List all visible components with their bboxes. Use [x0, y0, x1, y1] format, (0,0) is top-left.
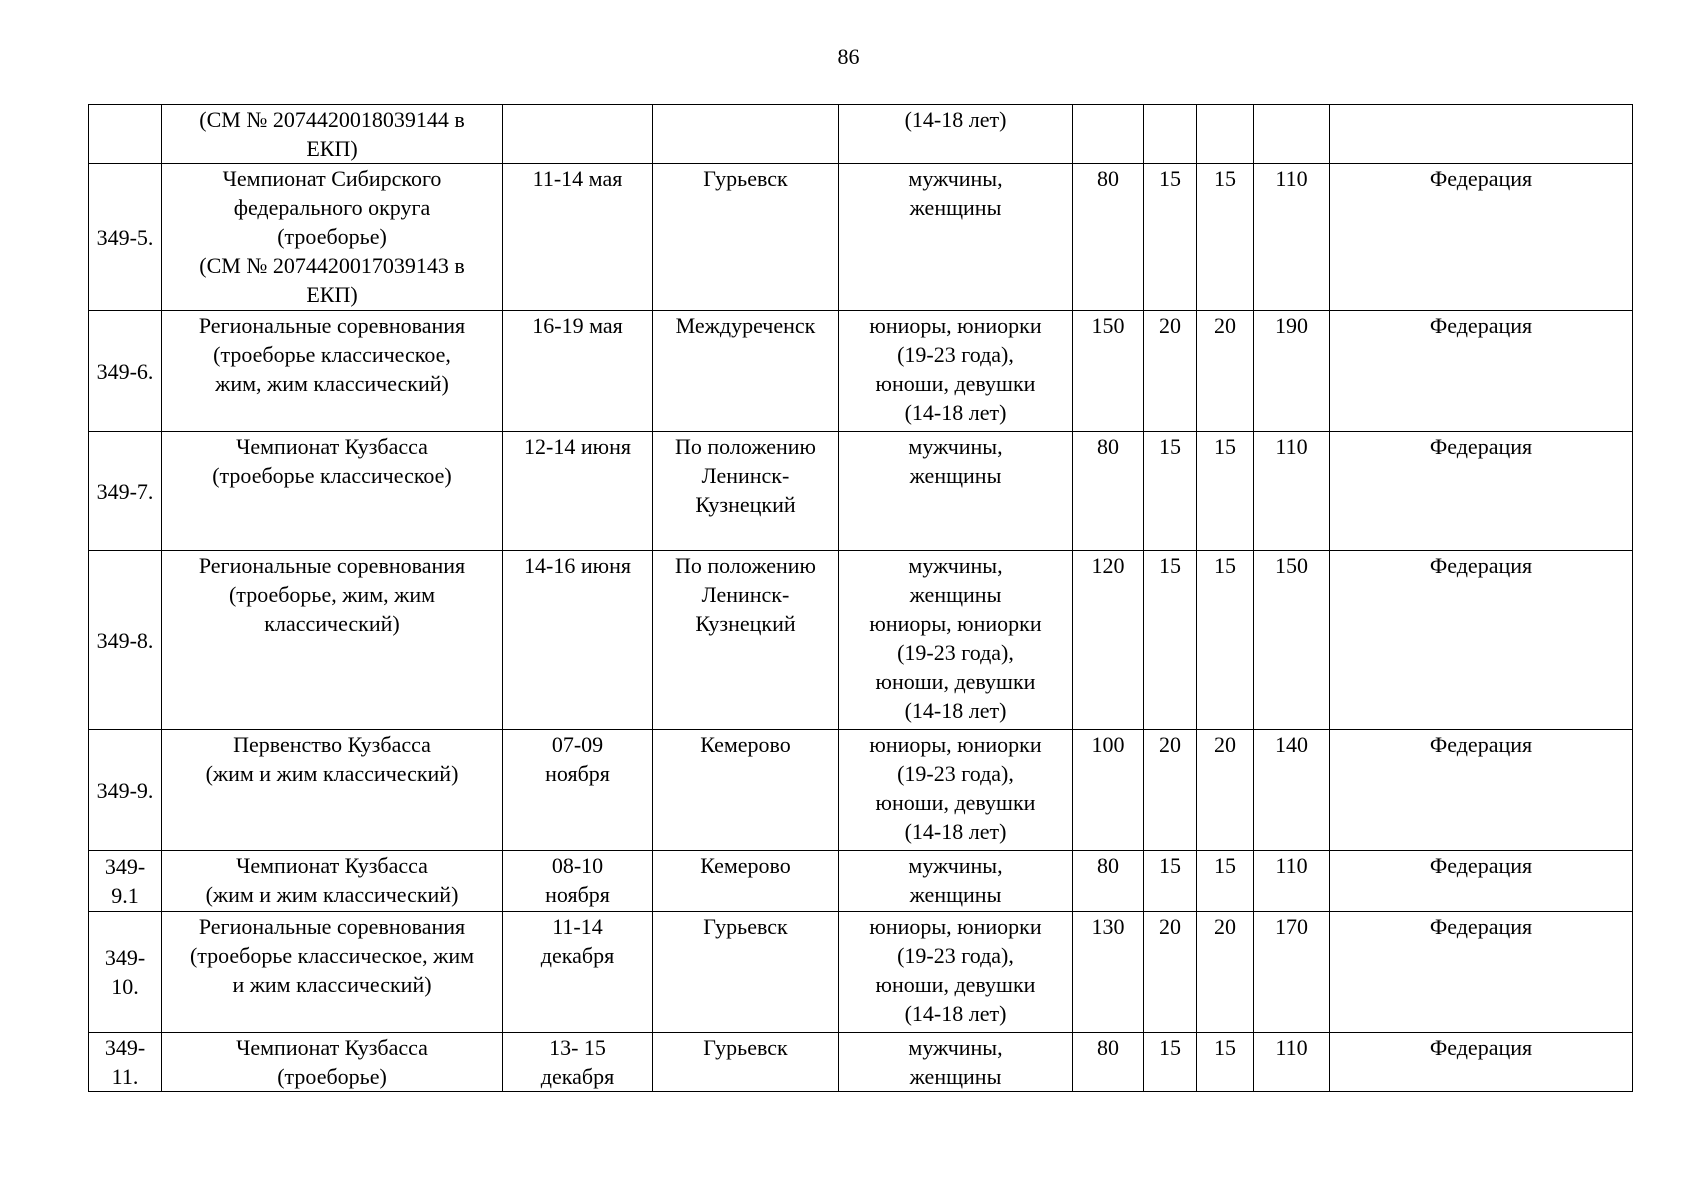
- organizer: Федерация: [1330, 912, 1633, 1033]
- event-place: Кемерово: [653, 730, 839, 851]
- table-row: [89, 1033, 1633, 1092]
- event-name: Чемпионат Кузбасса (троеборье классическое): [162, 432, 503, 551]
- count-total: 140: [1254, 730, 1330, 851]
- count-1: 80: [1073, 432, 1144, 551]
- count-1: 80: [1073, 164, 1144, 311]
- count-3: 20: [1197, 311, 1254, 432]
- row-number: 349-9.: [89, 730, 162, 851]
- event-name: Региональные соревнования (троеборье, жим, жим классический): [162, 551, 503, 730]
- participants: мужчины, женщины юниоры, юниорки (19-23 года), юноши, девушки (14-18 лет): [839, 551, 1073, 730]
- event-name: Региональные соревнования (троеборье классическое, жим и жим классический): [162, 912, 503, 1033]
- count-total: 190: [1254, 311, 1330, 432]
- table-row: [89, 164, 1633, 311]
- count-3: 15: [1197, 851, 1254, 912]
- row-number: 349-8.: [89, 551, 162, 730]
- count-3: 15: [1197, 164, 1254, 311]
- event-dates: [503, 105, 653, 164]
- count-1: 80: [1073, 1033, 1144, 1092]
- table-row: [89, 912, 1633, 1033]
- organizer: Федерация: [1330, 432, 1633, 551]
- event-name: Чемпионат Кузбасса (троеборье): [162, 1033, 503, 1092]
- event-dates: 14-16 июня: [503, 551, 653, 730]
- table-row: [89, 551, 1633, 730]
- count-2: 20: [1144, 311, 1197, 432]
- row-number: [89, 105, 162, 164]
- count-1: 120: [1073, 551, 1144, 730]
- count-1: [1073, 105, 1144, 164]
- event-place: Междуреченск: [653, 311, 839, 432]
- count-1: 100: [1073, 730, 1144, 851]
- row-number: 349-7.: [89, 432, 162, 551]
- table-row: [89, 311, 1633, 432]
- organizer: Федерация: [1330, 311, 1633, 432]
- table-row: [89, 730, 1633, 851]
- row-number: 349- 10.: [89, 912, 162, 1033]
- count-total: 110: [1254, 432, 1330, 551]
- count-total: 170: [1254, 912, 1330, 1033]
- count-2: 15: [1144, 164, 1197, 311]
- count-2: 20: [1144, 912, 1197, 1033]
- event-place: По положению Ленинск- Кузнецкий: [653, 432, 839, 551]
- count-3: 20: [1197, 912, 1254, 1033]
- count-2: 15: [1144, 1033, 1197, 1092]
- participants: мужчины, женщины: [839, 164, 1073, 311]
- event-name: Чемпионат Кузбасса (жим и жим классический): [162, 851, 503, 912]
- event-name: (СМ № 2074420018039144 в ЕКП): [162, 105, 503, 164]
- count-total: 110: [1254, 164, 1330, 311]
- count-total: 150: [1254, 551, 1330, 730]
- event-place: Гурьевск: [653, 1033, 839, 1092]
- count-total: [1254, 105, 1330, 164]
- event-dates: 16-19 мая: [503, 311, 653, 432]
- event-place: По положению Ленинск- Кузнецкий: [653, 551, 839, 730]
- organizer: Федерация: [1330, 851, 1633, 912]
- participants: юниоры, юниорки (19-23 года), юноши, девушки (14-18 лет): [839, 311, 1073, 432]
- organizer: [1330, 105, 1633, 164]
- event-dates: 12-14 июня: [503, 432, 653, 551]
- event-name: Региональные соревнования (троеборье классическое, жим, жим классический): [162, 311, 503, 432]
- schedule-table: [88, 104, 1633, 1092]
- count-1: 150: [1073, 311, 1144, 432]
- count-3: 15: [1197, 432, 1254, 551]
- event-name: Чемпионат Сибирского федерального округа (троеборье) (СМ № 2074420017039143 в ЕКП): [162, 164, 503, 311]
- row-number: 349- 9.1: [89, 851, 162, 912]
- event-dates: 13- 15 декабря: [503, 1033, 653, 1092]
- count-2: 15: [1144, 432, 1197, 551]
- count-3: 15: [1197, 551, 1254, 730]
- table-row: [89, 432, 1633, 551]
- count-total: 110: [1254, 1033, 1330, 1092]
- row-number: 349-5.: [89, 164, 162, 311]
- table-row: [89, 105, 1633, 164]
- event-place: Гурьевск: [653, 912, 839, 1033]
- count-2: 20: [1144, 730, 1197, 851]
- participants: мужчины, женщины: [839, 851, 1073, 912]
- organizer: Федерация: [1330, 730, 1633, 851]
- row-number: 349- 11.: [89, 1033, 162, 1092]
- participants: мужчины, женщины: [839, 432, 1073, 551]
- count-2: [1144, 105, 1197, 164]
- count-total: 110: [1254, 851, 1330, 912]
- row-number: 349-6.: [89, 311, 162, 432]
- count-2: 15: [1144, 851, 1197, 912]
- organizer: Федерация: [1330, 164, 1633, 311]
- count-3: [1197, 105, 1254, 164]
- event-place: Кемерово: [653, 851, 839, 912]
- page-number: 86: [837, 44, 860, 69]
- organizer: Федерация: [1330, 1033, 1633, 1092]
- event-dates: 07-09 ноября: [503, 730, 653, 851]
- event-dates: 11-14 декабря: [503, 912, 653, 1033]
- event-place: Гурьевск: [653, 164, 839, 311]
- table-row: [89, 851, 1633, 912]
- participants: юниоры, юниорки (19-23 года), юноши, девушки (14-18 лет): [839, 912, 1073, 1033]
- participants: (14-18 лет): [839, 105, 1073, 164]
- event-dates: 08-10 ноября: [503, 851, 653, 912]
- organizer: Федерация: [1330, 551, 1633, 730]
- count-3: 20: [1197, 730, 1254, 851]
- event-name: Первенство Кузбасса (жим и жим классический): [162, 730, 503, 851]
- event-dates: 11-14 мая: [503, 164, 653, 311]
- participants: мужчины, женщины: [839, 1033, 1073, 1092]
- participants: юниоры, юниорки (19-23 года), юноши, девушки (14-18 лет): [839, 730, 1073, 851]
- count-2: 15: [1144, 551, 1197, 730]
- count-1: 80: [1073, 851, 1144, 912]
- count-1: 130: [1073, 912, 1144, 1033]
- event-place: [653, 105, 839, 164]
- count-3: 15: [1197, 1033, 1254, 1092]
